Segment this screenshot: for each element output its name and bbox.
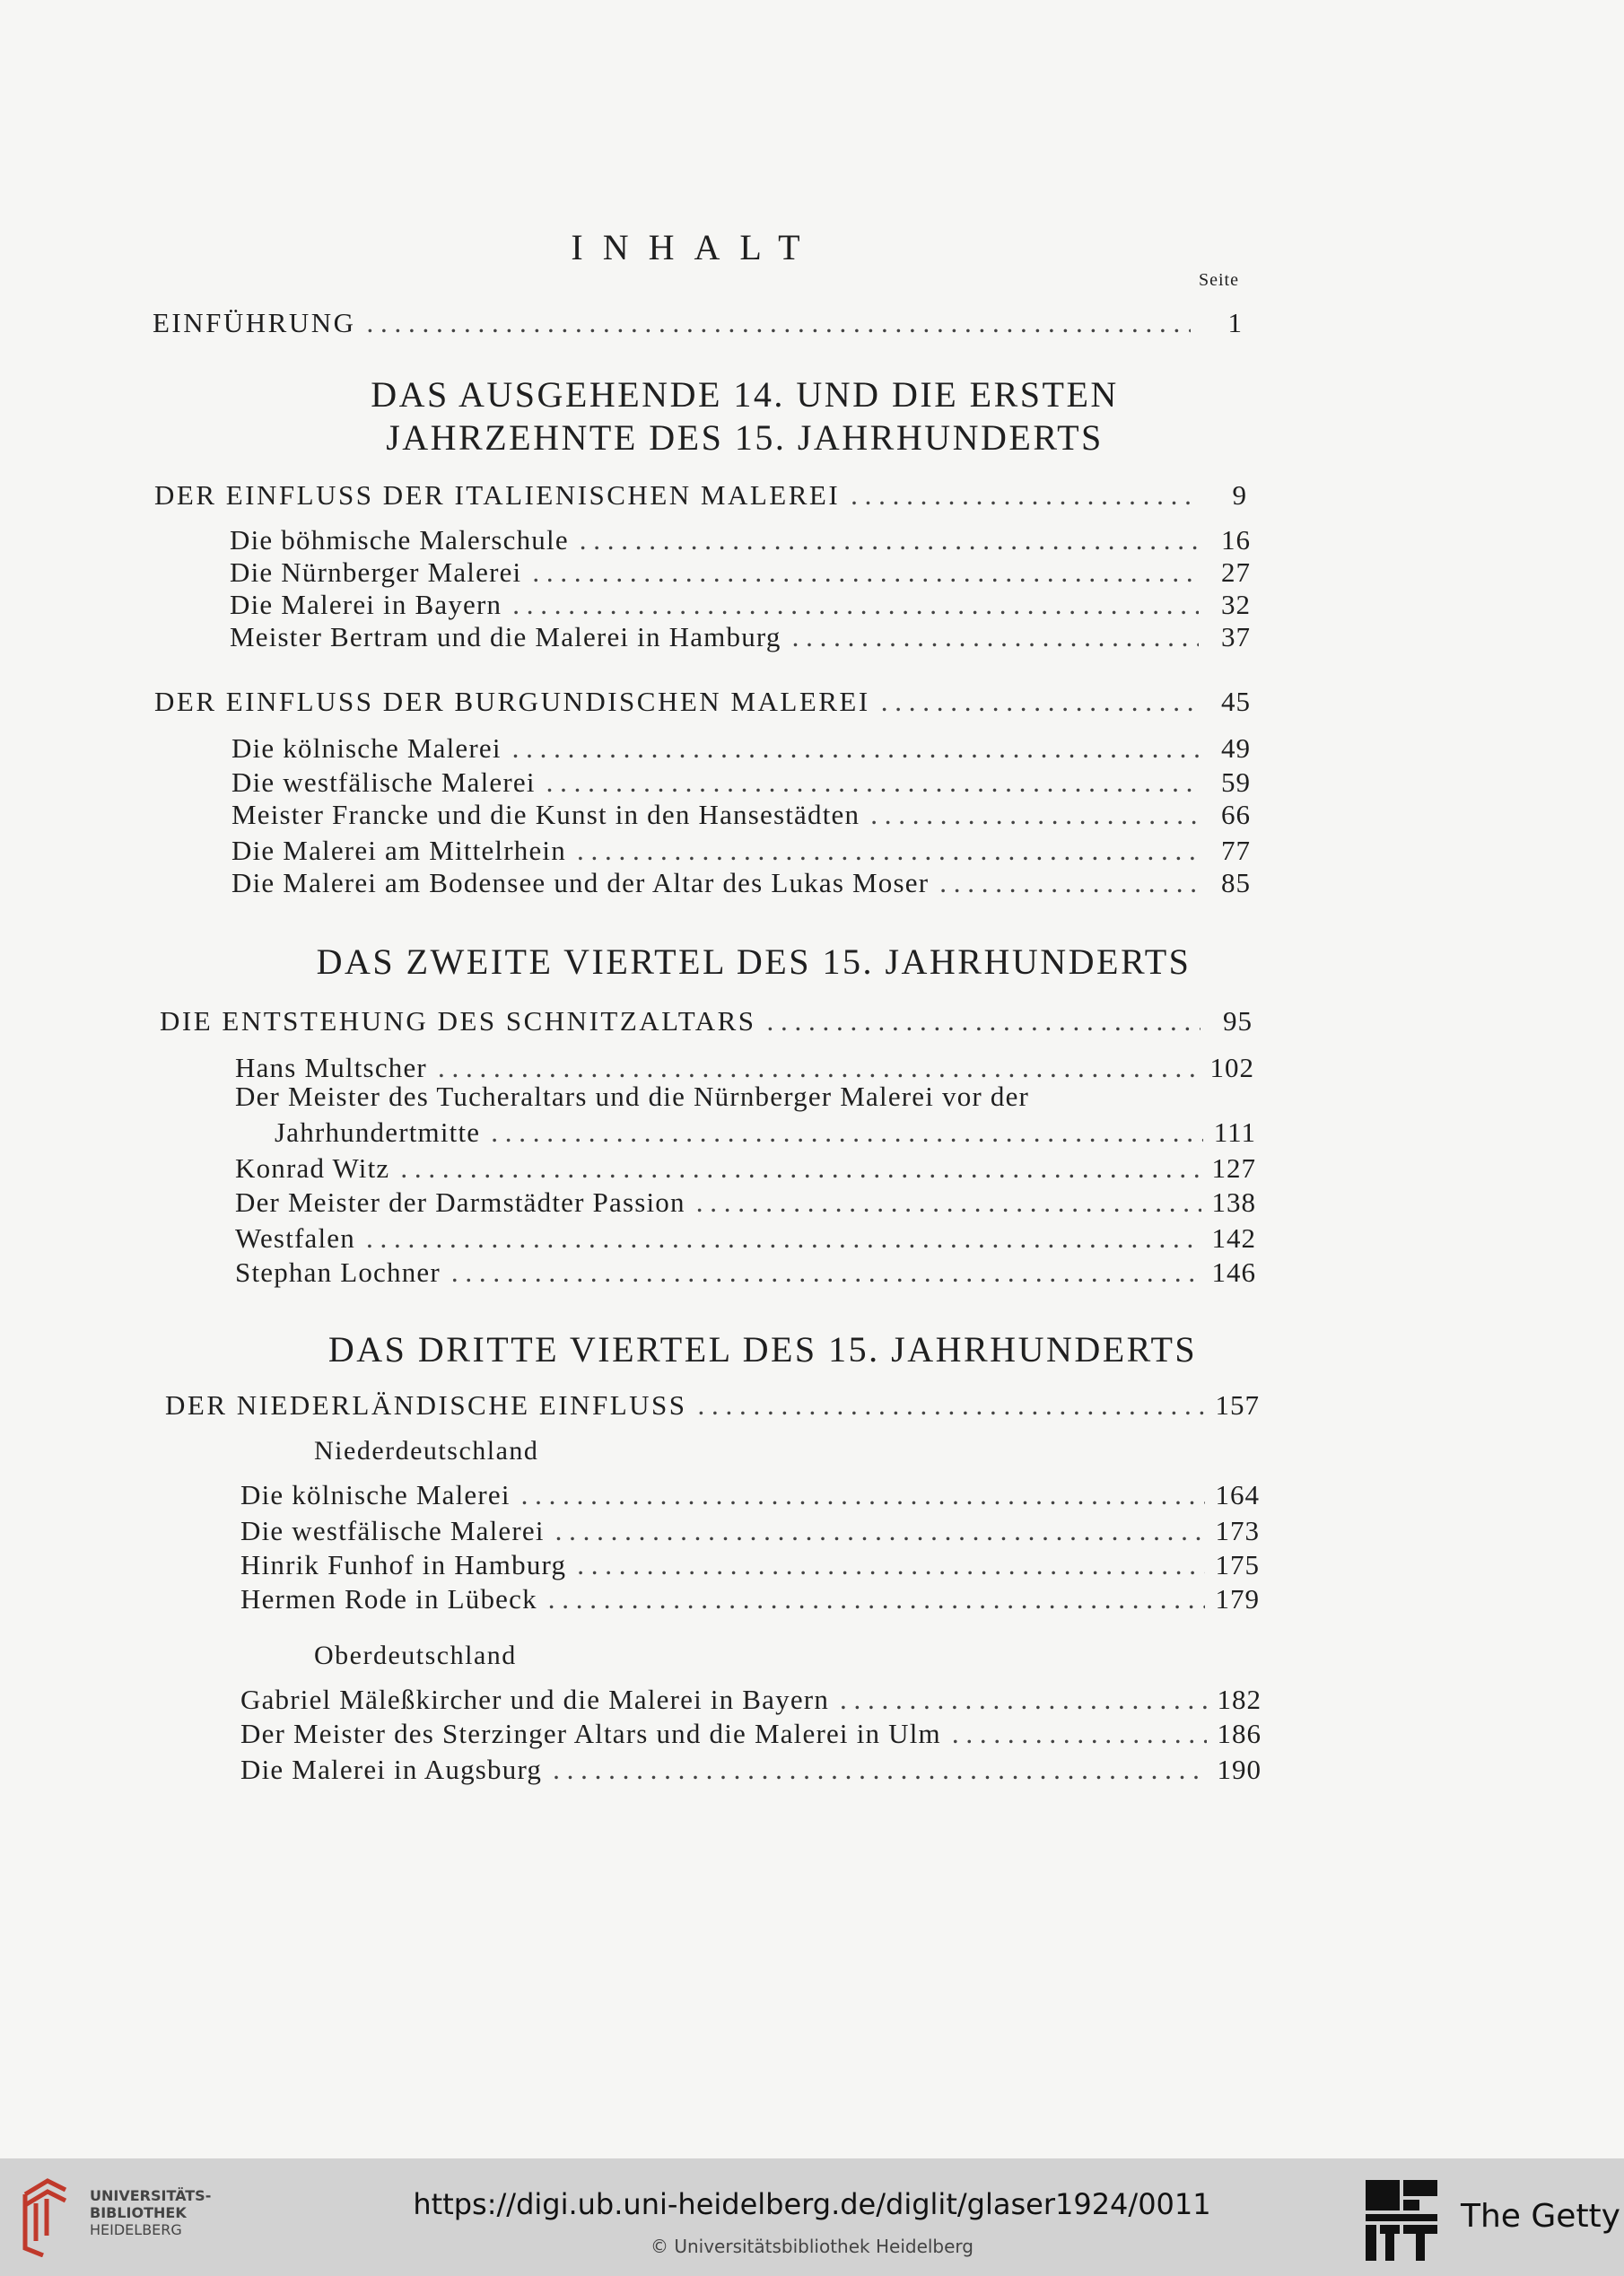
- toc-entry-label: Hans Multscher: [235, 1052, 427, 1083]
- leader-dots: [840, 1684, 1206, 1716]
- leader-dots: [553, 1754, 1206, 1786]
- permalink-url[interactable]: https://digi.ub.uni-heidelberg.de/diglit/glaser1924/0011: [413, 2187, 1211, 2221]
- leader-dots: [939, 867, 1199, 899]
- leader-dots: [438, 1052, 1200, 1084]
- toc-entry-page: 27: [1221, 556, 1251, 588]
- library-name-line: HEIDELBERG: [90, 2221, 182, 2238]
- leader-dots: [532, 556, 1199, 589]
- toc-subentry: [240, 1754, 1262, 1786]
- toc-entry-page: 190: [1217, 1754, 1262, 1785]
- toc-entry-label: DER EINFLUSS DER BURGUNDISCHEN MALEREI: [154, 686, 870, 717]
- toc-subentry: [230, 524, 1251, 556]
- toc-chapter: [165, 1389, 1260, 1422]
- leader-dots: [521, 1479, 1205, 1511]
- leader-dots: [512, 589, 1199, 621]
- toc-subentry: [240, 1684, 1262, 1716]
- toc-entry-label: Konrad Witz: [235, 1152, 390, 1184]
- viewer-footer: [0, 2158, 1624, 2276]
- library-name-line: BIBLIOTHEK: [90, 2204, 187, 2221]
- toc-subentry: [231, 835, 1251, 867]
- toc-subentry-first-line: Der Meister des Tucheraltars und die Nürnberger Malerei vor der: [235, 1081, 1030, 1112]
- toc-entry-page: 142: [1211, 1222, 1256, 1254]
- toc-entry-label: Die böhmische Malerschule: [230, 524, 569, 556]
- toc-entry-page: 95: [1223, 1005, 1253, 1037]
- toc-entry-label: DER EINFLUSS DER ITALIENISCHEN MALEREI: [154, 479, 841, 511]
- toc-chapter: [154, 479, 1247, 512]
- getty-logo-icon: [1364, 2178, 1439, 2266]
- toc-subentry: [235, 1256, 1256, 1289]
- toc-entry-label: Meister Francke und die Kunst in den Hansestädten: [231, 799, 860, 830]
- toc-entry-label: DER NIEDERLÄNDISCHE EINFLUSS: [165, 1389, 687, 1421]
- toc-subentry: [230, 556, 1251, 589]
- toc-entry-label: Der Meister des Sterzinger Altars und die Malerei in Ulm: [240, 1718, 941, 1749]
- leader-dots: [366, 1222, 1201, 1255]
- section-heading-2: DAS ZWEITE VIERTEL DES 15. JAHRHUNDERTS: [316, 941, 1192, 982]
- toc-entry-page: 85: [1221, 867, 1251, 898]
- toc-chapter: [160, 1005, 1253, 1037]
- toc-entry-label: Die Malerei in Augsburg: [240, 1754, 543, 1785]
- toc-entry-page: 186: [1217, 1718, 1262, 1749]
- page-column-label: Seite: [1199, 270, 1239, 290]
- leader-dots: [546, 766, 1199, 799]
- toc-subentry: [230, 621, 1251, 653]
- region-heading: Niederdeutschland: [314, 1436, 539, 1466]
- toc-entry-label: Der Meister der Darmstädter Passion: [235, 1186, 685, 1218]
- toc-entry-page: 111: [1213, 1116, 1256, 1148]
- toc-subentry: [240, 1549, 1260, 1581]
- leader-dots: [491, 1116, 1203, 1149]
- toc-subentry: [240, 1583, 1260, 1615]
- toc-entry-page: 77: [1221, 835, 1251, 866]
- leader-dots: [851, 479, 1195, 512]
- leader-dots: [451, 1256, 1201, 1289]
- toc-entry-label: EINFÜHRUNG: [153, 307, 356, 338]
- toc-entry-label: Westfalen: [235, 1222, 355, 1254]
- toc-subentry: [231, 799, 1251, 831]
- section-heading-3: DAS DRITTE VIERTEL DES 15. JAHRHUNDERTS: [327, 1329, 1198, 1370]
- toc-entry-label: Die westfälische Malerei: [231, 766, 536, 798]
- toc-entry-page: 146: [1211, 1256, 1256, 1288]
- toc-subentry: [235, 1222, 1256, 1255]
- partner-name: The Getty: [1461, 2198, 1620, 2235]
- leader-dots: [548, 1583, 1205, 1615]
- toc-entry-label: Die Malerei in Bayern: [230, 589, 502, 620]
- leader-dots: [400, 1152, 1201, 1185]
- page-title: INHALT: [571, 227, 820, 267]
- leader-dots: [696, 1186, 1201, 1219]
- leader-dots: [792, 621, 1199, 653]
- toc-entry-page: 102: [1209, 1052, 1254, 1083]
- toc-entry-page: 32: [1221, 589, 1251, 620]
- leader-dots: [580, 524, 1199, 556]
- toc-entry-label: Die kölnische Malerei: [231, 732, 502, 764]
- toc-subentry: [231, 867, 1251, 899]
- toc-entry-label: Die kölnische Malerei: [240, 1479, 511, 1510]
- toc-subentry: [240, 1718, 1262, 1750]
- toc-entry-page: 16: [1221, 524, 1251, 556]
- toc-entry-label: Hermen Rode in Lübeck: [240, 1583, 537, 1615]
- copyright-notice: © Universitätsbibliothek Heidelberg: [650, 2236, 974, 2257]
- leader-dots: [767, 1005, 1201, 1037]
- toc-entry-page: 138: [1211, 1186, 1256, 1218]
- toc-subentry: [231, 732, 1251, 765]
- toc-entry-label: Hinrik Funhof in Hamburg: [240, 1549, 567, 1580]
- leader-dots: [881, 686, 1199, 718]
- toc-entry-page: 164: [1215, 1479, 1260, 1510]
- leader-dots: [698, 1389, 1205, 1422]
- toc-chapter: [154, 686, 1251, 718]
- toc-entry-label: Die westfälische Malerei: [240, 1515, 545, 1546]
- leader-dots: [577, 1549, 1204, 1581]
- toc-entry-label: Gabriel Mäleßkircher und die Malerei in Bayern: [240, 1684, 830, 1715]
- toc-subentry: [275, 1116, 1256, 1149]
- toc-entry-page: 59: [1221, 766, 1251, 798]
- toc-entry-intro: [153, 307, 1243, 339]
- toc-entry-page: 182: [1217, 1684, 1262, 1715]
- leader-dots: [870, 799, 1199, 831]
- library-name-line: UNIVERSITÄTS-: [90, 2187, 212, 2204]
- section-heading-1a: DAS AUSGEHENDE 14. UND DIE ERSTEN: [371, 374, 1119, 415]
- toc-subentry: [240, 1479, 1260, 1511]
- toc-entry-page: 9: [1232, 479, 1247, 511]
- leader-dots: [555, 1515, 1205, 1547]
- toc-subentry: [235, 1052, 1254, 1084]
- toc-entry-page: 157: [1215, 1389, 1260, 1421]
- toc-entry-page: 173: [1215, 1515, 1260, 1546]
- toc-entry-page: 127: [1211, 1152, 1256, 1184]
- toc-entry-label: Die Malerei am Bodensee und der Altar des Lukas Moser: [231, 867, 930, 898]
- toc-subentry: [235, 1152, 1256, 1185]
- toc-entry-label: Die Nürnberger Malerei: [230, 556, 522, 588]
- toc-entry-label: Meister Bertram und die Malerei in Hamburg: [230, 621, 781, 652]
- section-heading-1b: JAHRZEHNTE DES 15. JAHRHUNDERTS: [386, 417, 1104, 458]
- toc-entry-label: Jahrhundertmitte: [275, 1116, 481, 1148]
- toc-entry-page: 179: [1215, 1583, 1260, 1615]
- leader-dots: [952, 1718, 1207, 1750]
- toc-entry-page: 66: [1221, 799, 1251, 830]
- toc-entry-label: DIE ENTSTEHUNG DES SCHNITZALTARS: [160, 1005, 756, 1037]
- toc-subentry: [230, 589, 1251, 621]
- toc-entry-page: 175: [1215, 1549, 1260, 1580]
- leader-dots: [512, 732, 1199, 765]
- toc-entry-page: 1: [1227, 307, 1243, 338]
- toc-subentry: [235, 1186, 1256, 1219]
- toc-entry-label: Die Malerei am Mittelrhein: [231, 835, 566, 866]
- toc-entry-page: 37: [1221, 621, 1251, 652]
- toc-subentry: [231, 766, 1251, 799]
- region-heading: Oberdeutschland: [314, 1641, 517, 1670]
- toc-entry-label: Stephan Lochner: [235, 1256, 441, 1288]
- leader-dots: [367, 307, 1192, 339]
- toc-entry-page: 45: [1221, 686, 1251, 717]
- toc-subentry: [240, 1515, 1260, 1547]
- leader-dots: [577, 835, 1199, 867]
- toc-entry-page: 49: [1221, 732, 1251, 764]
